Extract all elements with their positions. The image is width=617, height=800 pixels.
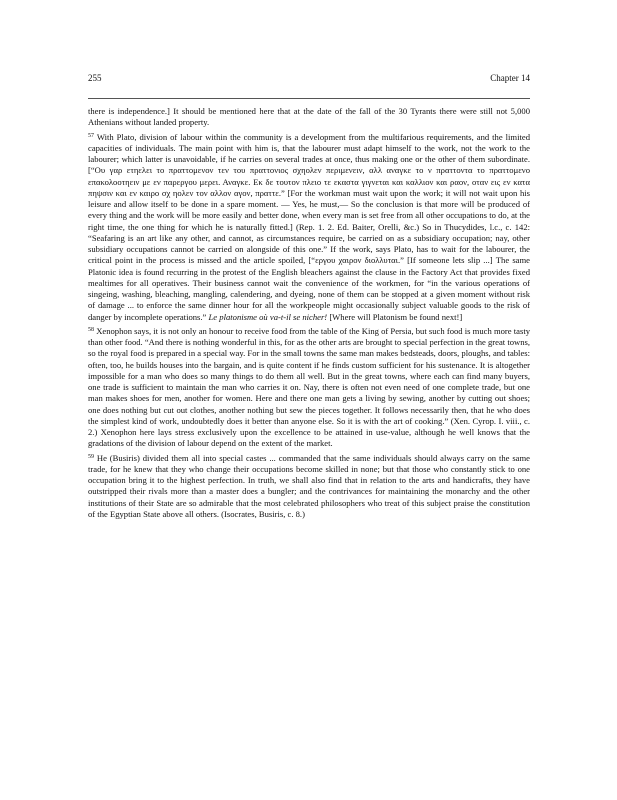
footnote-marker: 57	[88, 132, 94, 139]
paragraph-text: With Plato, division of labour within the community is a development from the multifarious requirements, and the limited capacities of individuals. The main point with him is, that the labourer must adapt himself to the work, not the work to the labourer; which latter is unavoidable, if he carries on several trades at once, thus making one or the other of them subordinate. [“Ου γαρ ετηελει το πραττομενον τεν του πραττονιος σχηολεν περιμενειν, αλλ αναγκε το ν πραττοντα το πραττομενο επακολοοτηειν με εν παρεργου μερει. Αναγκε. Εκ δε τουτον πλειο τε εκαστα γιγνεται και καλλιον και ραον, οταν εις εν κατα πηψσιν και εν καιρο σχ ηολεν τον αλλον αγον, πραττε.” [For the workman must wait upon the work; it will not wait upon his leisure and allow itself to be done in a spare moment. — Yes, he must,— So the conclusion is that more will be produced of every thing and the work will be more easily and better done, when every man is set free from all other occupations to do, at the right time, the one thing for which he is naturally fitted.] (Rep. 1. 2. Ed. Baiter, Orelli, &c.) So in Thucydides, l.c., c. 142: “Seafaring is an art like any other, and cannot, as circumstances require, be carried on as a subsidiary occupation; nay, other subsidiary occupations cannot be carried on alongside of this one.” If the work, says Plato, has to wait for the labourer, the critical point in the process is missed and the article spoiled, [“εργου χαιρον διολλυται.” [If someone lets slip ...] The same Platonic idea is found recurring in the protest of the English bleachers against the clause in the Factory Act that provides fixed mealtimes for all operatives. Their business cannot wait the convenience of the workmen, for “in the various operations of singeing, washing, bleaching, mangling, calendering, and dyeing, none of them can be stopped at a given moment without risk of damage ... to enforce the same dinner hour for all the workpeople might occasionally subject valuable goods to the risk of danger by incomplete operations.”	[88, 131, 530, 322]
chapter-title: Chapter 14	[490, 73, 530, 83]
footnote-59	[88, 453, 530, 521]
footnote-marker: 59	[88, 453, 94, 460]
header-rule	[88, 98, 530, 99]
continued-footnote	[88, 106, 530, 129]
paragraph-tail: [Where will Platonism be found next!]	[329, 311, 463, 322]
paragraph-text: Xenophon says, it is not only an honour to receive food from the table of the King of Persia, but such food is much more tasty than other food. “And there is nothing wonderful in this, for as the other arts are brought to special perfection in the great towns, so the royal food is prepared in a special way. For in the small towns the same man makes bedsteads, doors, ploughs, and tables: often, too, he builds houses into the bargain, and is quite content if he finds custom sufficient for his sustenance. It is altogether impossible for a man who does so many things to do them all well. But in the great towns, where each can find many buyers, one trade is sufficient to maintain the man who carries it on. Nay, there is often not even need of one complete trade, but one man makes shoes for men, another for women. Here and there one man gets a living by sewing, another by cutting out shoes; one does nothing but cut out clothes, another nothing but sew the pieces together. It follows necessarily then, that he who does the simplest kind of work, undoubtedly does it better than anyone else. So it is with the art of cooking.” (Xen. Cyrop. I. viii., c. 2.) Xenophon here lays stress exclusively upon the excellence to be attained in use-value, although he well knows that the gradations of the division of labour depend on the extent of the market.	[88, 325, 531, 449]
italic-phrase: Le platonisme où va-t-il se nicher!	[208, 311, 328, 322]
page-number: 255	[88, 73, 102, 83]
footnote-58	[88, 326, 530, 450]
footnote-marker: 58	[88, 326, 94, 333]
paragraph-text: there is independence.] It should be mentioned here that at the date of the fall of the 30 Tyrants there were still not 5,000 Athenians without landed property.	[88, 106, 530, 128]
paragraph-text: He (Busiris) divided them all into special castes ... commanded that the same individuals should always carry on the same trade, for he knew that they who change their occupations become skilled in none; but that those who constantly stick to one occupation bring it to the highest perfection. In truth, we shall also find that in relation to the arts and handicrafts, they have outstripped their rivals more than a master does a bungler; and the contrivances for maintaining the monarchy and the other institutions of their State are so admirable that the most celebrated philosophers who treat of this subject praise the constitution of the Egyptian State above all others. (Isocrates, Busiris, c. 8.)	[88, 452, 530, 519]
footnotes-body	[88, 106, 530, 523]
footnote-57	[88, 132, 530, 323]
